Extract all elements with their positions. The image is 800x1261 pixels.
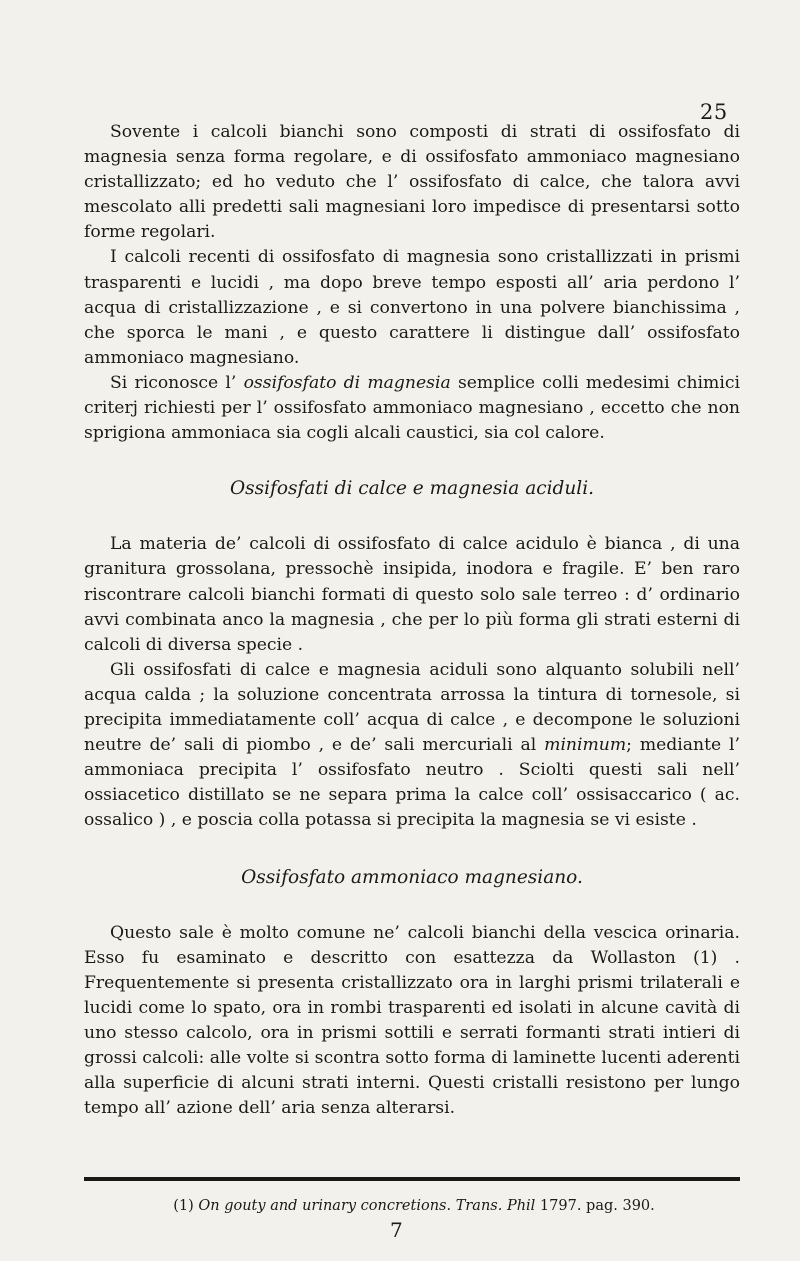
paragraph xyxy=(84,371,740,446)
italic-term: minimum xyxy=(544,735,627,756)
footnote-citation: On gouty and urinary concretions. Trans. Phil xyxy=(198,1198,536,1214)
text-run: Si riconosce l’ xyxy=(110,372,244,393)
text-run: semplice colli medesimi chimici criterj richiesti per l’ ossifosfato ammoniaco magnesiano , eccetto che non sprigiona ammoniaca sia cogli alcali caustici, sia col calore. xyxy=(84,372,740,444)
footnote xyxy=(84,1197,744,1215)
main-text xyxy=(84,120,740,1121)
paragraph: La materia de’ calcoli di ossifosfato di calce acidulo è bianca , di una granitura grossolana, pressochè insipida, inodora e fragile. E’ ben raro riscontrare calcoli bianchi formati di questo solo sale terreo : d’ ordinario avvi combinata anco la magnesia , che per lo più forma gli strati esterni di calcoli di diversa specie . xyxy=(84,534,740,655)
footnote-details: 1797. pag. 390. xyxy=(535,1198,655,1214)
italic-term: ossifosfato di magnesia xyxy=(243,372,451,393)
footnote-rule xyxy=(84,1177,740,1181)
section-heading-ammoniaco-magnesiano: Ossifosfato ammoniaco magnesiano. xyxy=(241,867,583,889)
text-run: Gli ossifosfati di calce e magnesia aciduli sono alquanto solubili nell’ acqua calda ; la soluzione concentrata arrossa la tintura di tornesole, si precipita immediatamente coll’ acqua di calce , e decompone le soluzioni neutre de’ sali di piombo , e de’ sali mercuriali al xyxy=(84,659,740,756)
text-run: ; mediante l’ ammoniaca precipita l’ ossifosfato neutro . Sciolti questi sali nell’ ossiacetico distillato se ne separa prima la calce coll’ ossisaccarico ( ac. ossalico ) , e poscia colla potassa si precipita la magnesia se vi esiste . xyxy=(84,735,740,831)
paragraph: I calcoli recenti di ossifosfato di magnesia sono cristallizzati in prismi trasparenti e lucidi , ma dopo breve tempo esposti all’ aria perdono l’ acqua di cristallizzazione , e si convertono in una polvere bianchissima , che sporca le mani , e questo carattere li distingue dall’ ossifosfato ammoniaco magnesiano. xyxy=(84,247,740,368)
section-heading-ossifosfati-aciduli: Ossifosfati di calce e magnesia aciduli. xyxy=(229,478,594,500)
footnote-marker: (1) xyxy=(173,1198,194,1214)
paragraph: Sovente i calcoli bianchi sono composti di strati di ossifosfato di magnesia senza forma regolare, e di ossifosfato ammoniaco magnesiano cristallizzato; ed ho veduto che l’ ossifosfato di calce, che talora avvi mescolato alli predetti sali magnesiani loro impedisce di presentarsi sotto forme regolari. xyxy=(84,122,740,243)
paragraph xyxy=(84,658,740,834)
page-number: 25 xyxy=(700,100,728,124)
signature-mark: 7 xyxy=(390,1218,403,1242)
paragraph: Questo sale è molto comune ne’ calcoli bianchi della vescica orinaria. Esso fu esaminato e descritto con esattezza da Wollaston (1) . Frequentemente si presenta cristallizzato ora in larghi prismi trilaterali e lucidi come lo spato, ora in rombi trasparenti ed isolati in alcune cavità di uno stesso calcolo, ora in prismi sottili e serrati formanti strati intieri di grossi calcoli: alle volte si scontra sotto forma di laminette lucenti aderenti alla superficie di alcuni strati interni. Questi cristalli resistono per lungo tempo all’ azione dell’ aria senza alterarsi. xyxy=(84,922,740,1119)
